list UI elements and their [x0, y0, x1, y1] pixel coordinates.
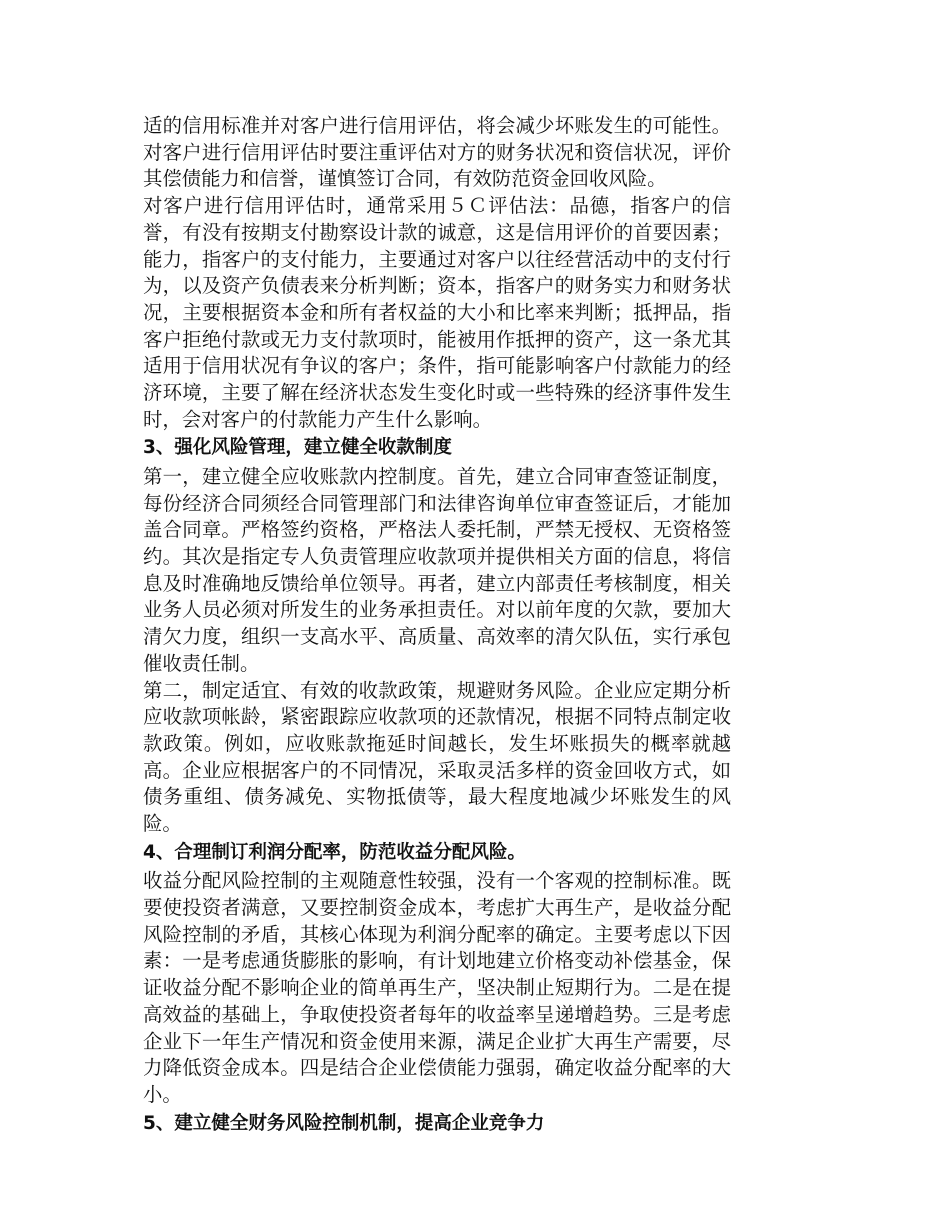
paragraph-profit-distribution: 收益分配风险控制的主观随意性较强，没有一个客观的控制标准。既要使投资者满意，又要控制资金成本，考虑扩大再生产，是收益分配风险控制的矛盾，其核心体现为利润分配率的确定。主要考虑以下因素：一是考虑通货膨胀的影响，有计划地建立价格变动补偿基金，保证收益分配不影响企业的简单再生产，坚决制止短期行为。二是在提高效益的基础上，争取使投资者每年的收益率呈递增趋势。三是考虑企业下一年生产情况和资金使用来源，满足企业扩大再生产需要，尽力降低资金成本。四是结合企业偿债能力强弱，确定收益分配率的大小。 — [143, 869, 731, 1106]
heading-section-4: 4、合理制订利润分配率，防范收益分配风险。 — [143, 841, 526, 863]
paragraph-collection-policy: 第二，制定适宜、有效的收款政策，规避财务风险。企业应定期分析应收款项帐龄，紧密跟踪应收款项的还款情况，根据不同特点制定收款政策。例如，应收账款拖延时间越长，发生坏账损失的概率就越高。企业应根据客户的不同情况，采取灵活多样的资金回收方式，如债务重组、债务减免、实物抵债等，最大程度地减少坏账发生的风险。 — [143, 678, 731, 836]
paragraph-internal-control: 第一，建立健全应收账款内控制度。首先，建立合同审查签证制度，每份经济合同须经合同管理部门和法律咨询单位审查签证后，才能加盖合同章。严格签约资格，严格法人委托制，严禁无授权、无资格签约。其次是指定专人负责管理应收款项并提供相关方面的信息，将信息及时准确地反馈给单位领导。再者，建立内部责任考核制度，相关业务人员必须对所发生的业务承担责任。对以前年度的欠款，要加大清欠力度，组织一支高水平、高质量、高效率的清欠队伍，实行承包催收责任制。 — [143, 464, 731, 675]
heading-section-3: 3、强化风险管理，建立健全收款制度 — [143, 437, 452, 459]
document-page — [143, 113, 731, 1139]
paragraph-credit-standard: 适的信用标准并对客户进行信用评估，将会减少坏账发生的可能性。对客户进行信用评估时要注重评估对方的财务状况和资信状况，评价其偿债能力和信誉，谨慎签订合同，有效防范资金回收风险。 — [143, 114, 731, 191]
heading-section-5: 5、建立健全财务风险控制机制，提高企业竞争力 — [143, 1112, 545, 1134]
paragraph-5c-evaluation: 对客户进行信用评估时，通常采用５Ｃ评估法：品德，指客户的信誉，有没有按期支付勘察设计款的诚意，这是信用评价的首要因素；能力，指客户的支付能力，主要通过对客户以往经营活动中的支付行为，以及资产负债表来分析判断；资本，指客户的财务实力和财务状况，主要根据资本金和所有者权益的大小和比率来判断；抵押品，指客户拒绝付款或无力支付款项时，能被用作抵押的资产，这一条尤其适用于信用状况有争议的客户；条件，指可能影响客户付款能力的经济环境，主要了解在经济状态发生变化时或一些特殊的经济事件发生时，会对客户的付款能力产生什么影响。 — [143, 194, 731, 431]
